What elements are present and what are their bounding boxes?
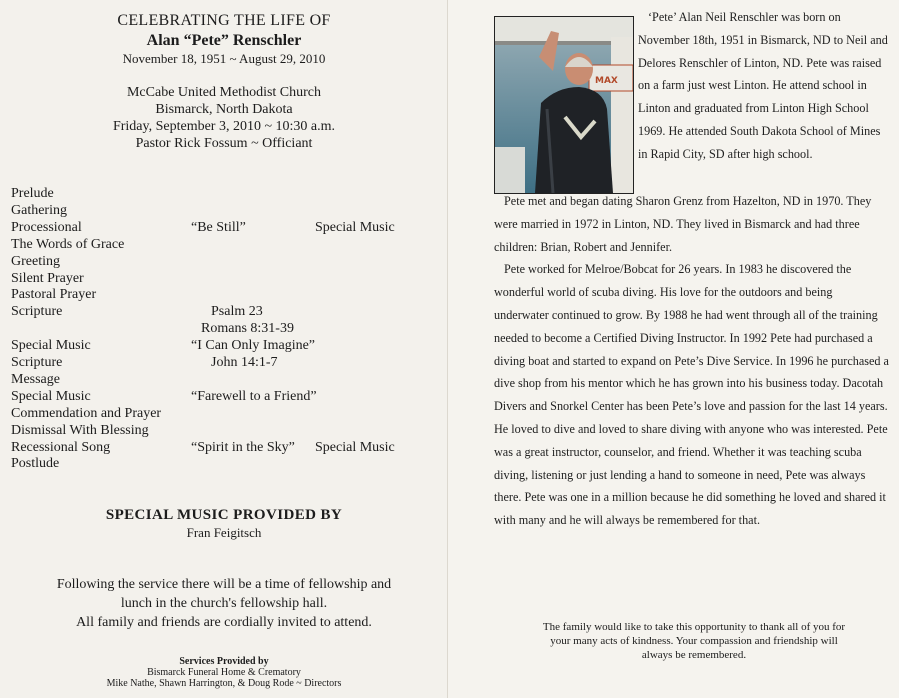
officiant: Pastor Rick Fossum ~ Officiant: [135, 136, 313, 151]
service-item: [11, 406, 441, 423]
service-item-label: Dismissal With Blessing: [11, 422, 149, 438]
obituary-paragraph: Pete worked for Melroe/Bobcat for 26 years. In 1983 he discovered the wonderful world of scuba diving. His love for the outdoors and being underwater continued to grow. By 1988 he had went through all of the training needed to become a Certified Diving Instructor. In 1992 Pete had purchased a diving boat and started to expand on Pete’s Dive Service. In 1996 he purchased a dive shop from his mentor which he has grown into his business today. Dacotah Divers and Snorkel Center has been Pete’s love and passion for the last 14 years. He loved to dive and loved to share diving with anyone who was interested. Pete was a great instructor, counselor, and friend. Whether it was teaching scuba diving, listening or just lending a hand to someone in need, Pete was always there. Pete was one in a million because he did something he loved and shared it with many and he will always be remembered for that.: [494, 262, 889, 528]
life-dates: November 18, 1951 ~ August 29, 2010: [122, 51, 326, 66]
service-item-label: Scripture: [11, 355, 63, 370]
service-item-detail: John 14:1-7: [211, 355, 278, 370]
services-heading: Services Provided by: [179, 656, 269, 667]
service-item-label: Special Music: [11, 388, 91, 404]
fellowship-line: lunch in the church's fellowship hall.: [120, 596, 328, 611]
service-item-label: Gathering: [11, 202, 67, 218]
thanks-line: The family would like to take this opportunity to thank all of you for: [542, 621, 846, 633]
service-item: [11, 440, 441, 457]
funeral-home-credits: [0, 667, 448, 689]
service-item-label: Pastoral Prayer: [11, 287, 97, 303]
obituary-paragraph: Pete met and began dating Sharon Grenz from Hazelton, ND in 1970. They were married in 1972 in Linton, ND. They lived in Bismarck and had three children: Brian, Robert and Jennifer.: [494, 194, 872, 254]
service-item-label: Silent Prayer: [11, 270, 84, 286]
service-item-label: Postlude: [11, 456, 60, 472]
service-item: [11, 203, 441, 220]
service-details: [0, 84, 448, 152]
service-item: [11, 237, 441, 254]
service-item: [11, 321, 441, 338]
church-name: McCabe United Methodist Church: [126, 85, 322, 100]
service-item-label: Commendation and Prayer: [11, 405, 162, 421]
service-item-label: The Words of Grace: [11, 236, 125, 252]
service-item-note: Special Music: [315, 219, 395, 235]
deceased-name: Alan “Pete” Renschler: [146, 32, 302, 49]
thanks-line: always be remembered.: [641, 649, 747, 661]
service-item: [11, 372, 441, 389]
service-item: [11, 355, 441, 372]
service-item-label: Message: [11, 371, 60, 387]
fellowship-line: Following the service there will be a time of fellowship and: [56, 577, 392, 592]
obituary-page: [448, 0, 899, 698]
service-item: [11, 287, 441, 304]
celebration-heading: CELEBRATING THE LIFE OF: [117, 12, 331, 29]
obituary-intro-text: ‘Pete’ Alan Neil Renschler was born on November 18th, 1951 in Bismarck, ND to Neil and Delores Renschler of Linton, ND. Pete was raised on a farm just west Linton. He attend school in Linton and graduated from Linton High School 1969. He attended South Dakota School of Mines in Rapid City, SD after high school.: [638, 10, 888, 161]
family-thanks: [496, 620, 892, 662]
special-music-heading: SPECIAL MUSIC PROVIDED BY: [105, 507, 343, 523]
service-item: [11, 271, 441, 288]
service-item-label: Processional: [11, 219, 82, 235]
portrait-photo: [494, 16, 634, 194]
service-item-detail: “Farewell to a Friend”: [191, 388, 317, 404]
service-item-label: Greeting: [11, 253, 60, 269]
fellowship-line: All family and friends are cordially invited to attend.: [76, 615, 372, 630]
service-item: [11, 456, 441, 473]
service-date-time: Friday, September 3, 2010 ~ 10:30 a.m.: [112, 119, 336, 134]
service-item-note: Special Music: [315, 439, 395, 455]
service-item: [11, 304, 441, 321]
service-item-detail: Psalm 23: [211, 304, 263, 320]
obituary-body: [494, 190, 890, 532]
special-music-performer: Fran Feigitsch: [186, 525, 262, 540]
service-item-label: Prelude: [11, 186, 54, 201]
church-location: Bismarck, North Dakota: [155, 102, 293, 117]
service-item: [11, 254, 441, 271]
portrait-illustration: [495, 17, 633, 193]
service-item-detail: Romans 8:31-39: [201, 321, 294, 337]
obituary-intro: [638, 6, 888, 166]
thanks-line: your many acts of kindness. Your compassion and friendship will: [550, 635, 838, 647]
directors: Mike Nathe, Shawn Harrington, & Doug Rode ~ Directors: [106, 678, 342, 689]
service-item: [11, 338, 441, 355]
service-item: [11, 389, 441, 406]
service-item: [11, 220, 441, 237]
fellowship-notice: [0, 575, 448, 632]
program-page: [0, 0, 448, 698]
service-item-detail: “Spirit in the Sky”: [191, 439, 295, 455]
service-item-label: Special Music: [11, 338, 91, 354]
service-item-label: Recessional Song: [11, 439, 111, 455]
service-item: [11, 423, 441, 440]
service-item-detail: “Be Still”: [191, 219, 246, 235]
funeral-home: Bismarck Funeral Home & Crematory: [147, 667, 301, 678]
service-item-detail: “I Can Only Imagine”: [191, 338, 316, 354]
svg-text:MAX: MAX: [595, 76, 618, 86]
service-item: [11, 186, 441, 203]
service-item-label: Scripture: [11, 304, 63, 320]
